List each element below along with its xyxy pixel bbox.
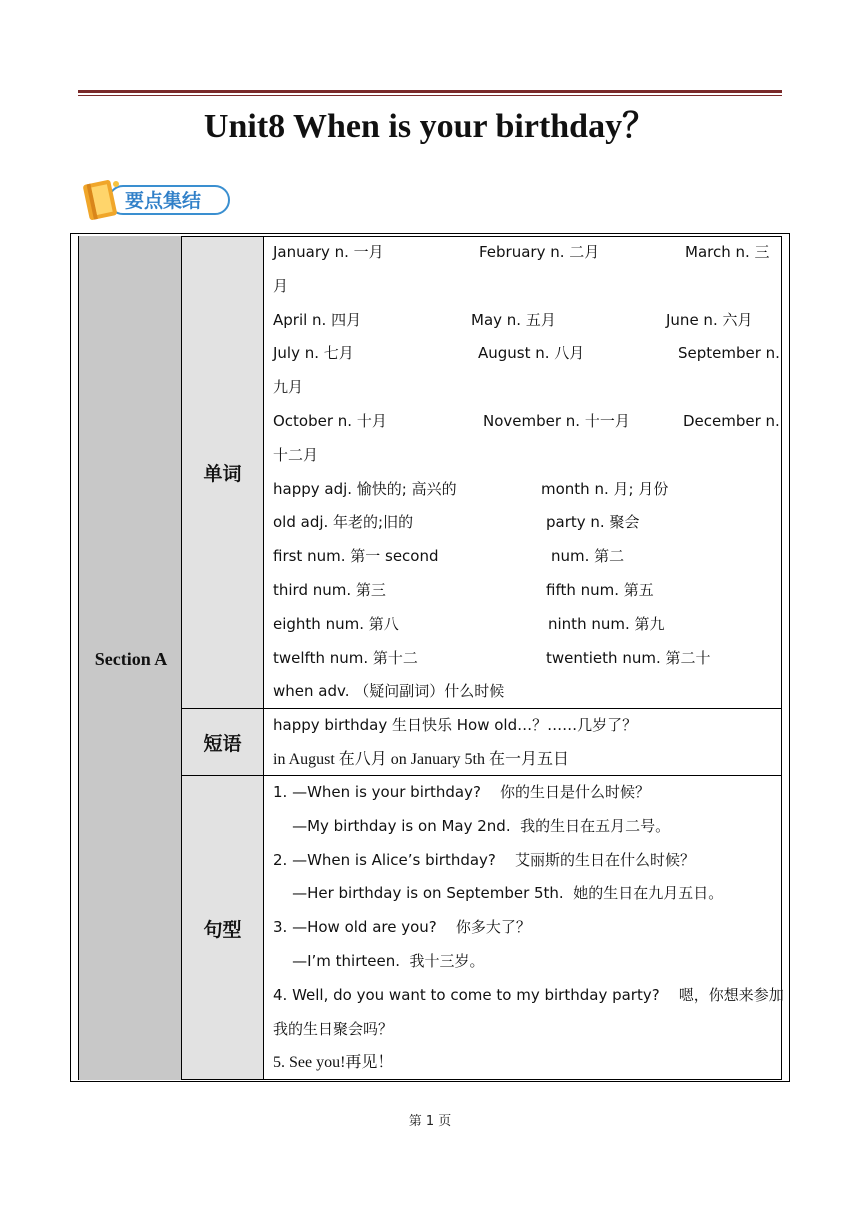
right-border [781,236,782,1080]
word-row: October n. 十月 November n. 十一月 December n. [273,411,780,430]
sentence-line: —I’m thirteen. 我十三岁。 [273,951,485,970]
header-rule-thick [78,90,782,93]
phrase-line: happy birthday 生日快乐 How old…？……几岁了？ [273,716,638,734]
sentence-line: 5. See you!再见！ [273,1054,394,1072]
category-sentences: 句型 [182,776,264,1080]
word-row-wrap: 九月 [273,378,304,397]
page-number: 第 1 页 [408,1114,452,1129]
word-row: July n. 七月 August n. 八月 September n. [273,344,780,363]
vocab-table [70,233,790,1082]
header-rule-thin [78,95,782,96]
word-row: third num. 第三 fifth num. 第五 [273,580,654,599]
badge-label: 要点集结 [125,190,202,212]
word-row: old adj. 年老的;旧的 party n. 聚会 [273,513,640,532]
category-phrases: 短语 [182,709,264,776]
words-content [273,236,778,709]
sentence-line: 2. —When is Alice’s birthday? 艾丽斯的生日在什么时候？ [273,850,695,869]
phrases-content [273,709,778,777]
word-row: happy adj. 愉快的; 高兴的 month n. 月; 月份 [273,479,669,498]
sentence-line: 4. Well, do you want to come to my birthday party? 嗯，你想来参加 [273,985,784,1004]
word-row: first num. 第一 second num. 第二 [273,547,625,566]
page-title: Unit8 When is your birthday？ [203,108,657,145]
word-row: January n. 一月 February n. 二月 March n. 三 [273,243,770,261]
section-label: Section A [94,649,168,669]
category-words: 单词 [182,236,264,709]
sentence-line: 3. —How old are you? 你多大了？ [273,918,531,937]
word-row: when adv. （疑问副词）什么时候 [273,682,505,701]
sentence-line: —My birthday is on May 2nd. 我的生日在五月二号。 [273,816,671,835]
sentence-line: 1. —When is your birthday? 你的生日是什么时候？ [273,783,651,801]
word-row: twelfth num. 第十二 twentieth num. 第二十 [273,648,711,667]
word-row: April n. 四月 May n. 五月 June n. 六月 [273,310,753,329]
phrase-line: in August 在八月 on January 5th 在一月五日 [273,750,569,768]
word-row-wrap: 月 [273,276,289,295]
sentence-line: 我的生日聚会吗？ [273,1019,394,1038]
section-badge [80,176,235,224]
word-row: eighth num. 第八 ninth num. 第九 [273,614,665,633]
book-icon [80,176,128,224]
sentence-line: —Her birthday is on September 5th. 她的生日在九月五日。 [273,884,724,903]
word-row-wrap: 十二月 [273,445,319,464]
section-cell [78,236,182,1080]
sentences-content [273,776,784,1080]
